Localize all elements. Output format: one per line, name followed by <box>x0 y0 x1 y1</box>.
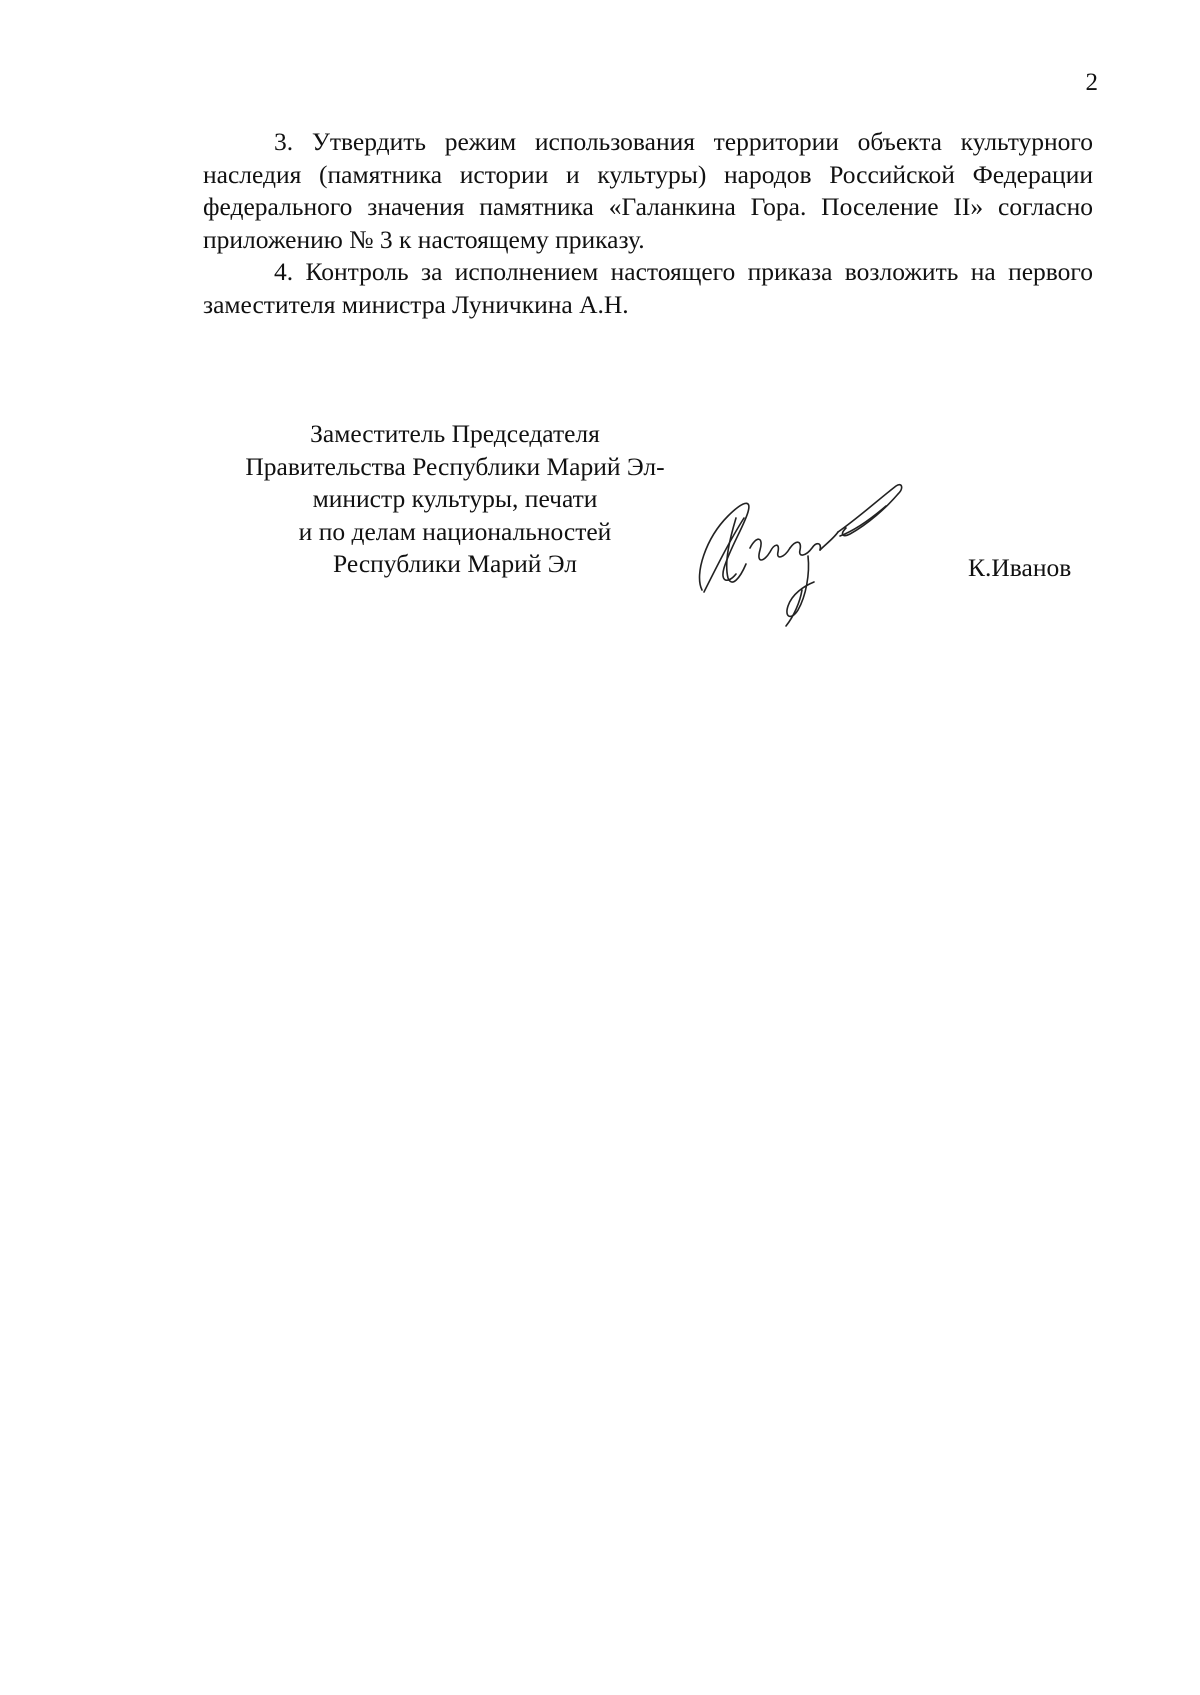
signer-name: К.Иванов <box>968 553 1072 582</box>
paragraph-item-4: 4. Контроль за исполнением настоящего приказа возложить на первого заместителя министра Луничкина А.Н. <box>203 257 1093 319</box>
position-line: Заместитель Председателя <box>310 419 600 448</box>
position-line: Республики Марий Эл <box>333 549 577 578</box>
paragraph-item-3: 3. Утвердить режим использования территории объекта культурного наследия (памятника истории и культуры) народов Российской Федерации федерального значения памятника «Галанкина Гора. Поселение II» согласно приложению № 3 к настоящему приказу. <box>203 127 1093 254</box>
position-line: и по делам национальностей <box>298 516 612 546</box>
handwritten-signature <box>690 478 940 638</box>
position-line: министр культуры, печати <box>312 484 598 513</box>
document-body <box>203 126 1093 322</box>
signatory-position <box>205 418 705 581</box>
position-line: Правительства Республики Марий Эл- <box>245 451 665 481</box>
page-number: 2 <box>1085 69 1098 96</box>
